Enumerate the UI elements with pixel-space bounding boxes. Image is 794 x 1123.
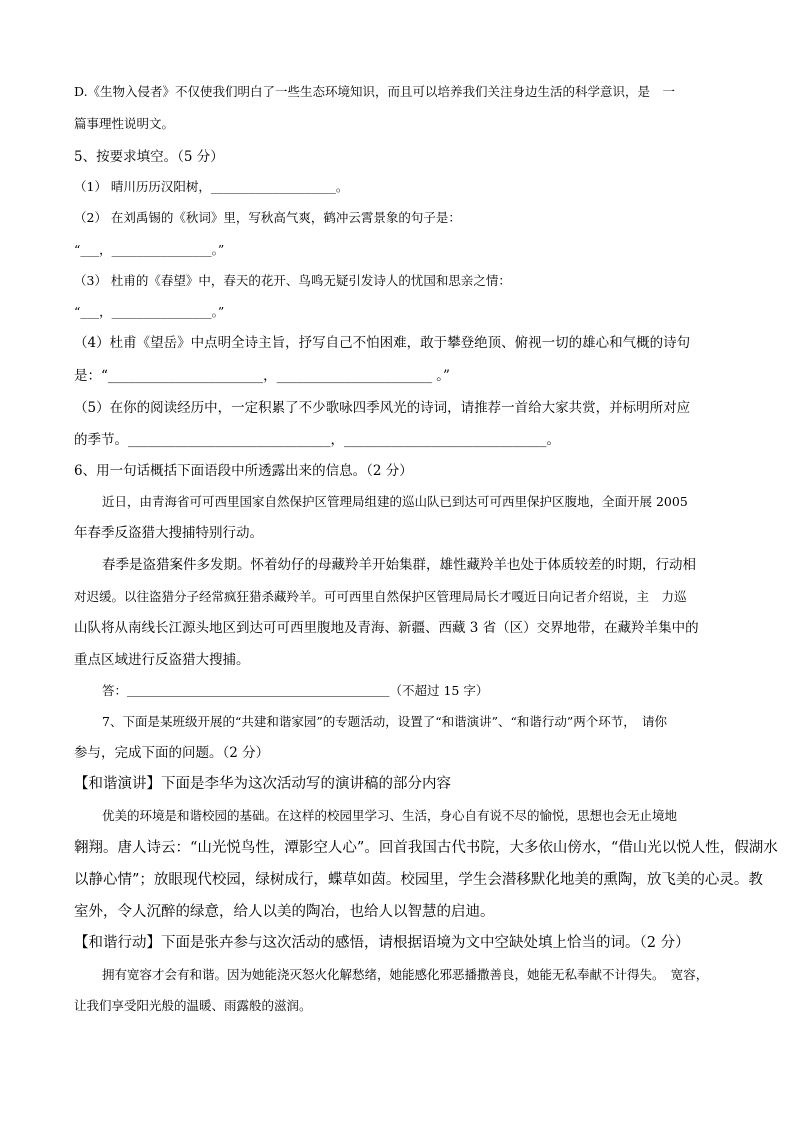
question-5-item-4: （4）杜甫《望岳》中点明全诗主旨，抒写自己不怕困难，敢于攀登绝顶、俯视一切的雄心和气概的诗句 [74, 335, 691, 351]
action-paragraph-line-2: 让我们享受阳光般的温暖、雨露般的滋润。 [74, 998, 312, 1013]
question-5-item-4-blank: 是：“_______________________，_______________________ 。” [74, 368, 450, 384]
question-5-item-5: （5）在你的阅读经历中，一定积累了不少歌咏四季风光的诗词，请推荐一首给大家共赏，并标明所对应 [74, 400, 691, 416]
speech-paragraph-line-3: 以静心情”；放眼现代校园，绿树成行，蝶草如茵。校园里，学生会潜移默化地美的熏陶，放飞美的心灵。教 [74, 872, 763, 888]
speech-paragraph-line-4: 室外，令人沉醉的绿意，给人以美的陶冶，也给人以智慧的启迪。 [74, 904, 495, 920]
option-d-line-2: 篇事理性说明文。 [74, 116, 175, 131]
speech-paragraph-line-1: 优美的环境是和谐校园的基础。在这样的校园里学习、生活，身心自有说不尽的愉悦，思想也会无止境地 [102, 808, 678, 823]
question-6-answer-line: 答：＿＿＿＿＿＿＿＿＿＿＿＿＿＿＿＿＿＿＿＿＿（不超过 15 字） [102, 683, 489, 698]
option-d-line-1: D.《生物入侵者》不仅使我们明白了一些生态环境知识，而且可以培养我们关注身边生活的科学意识，是 一 [74, 84, 676, 99]
question-5-item-2-blank: “___，________________。” [74, 242, 225, 257]
speech-paragraph-line-2: 翱翔。唐人诗云：“山光悦鸟性，潭影空人心”。回首我国古代书院，大多依山傍水，“借山光以悦人性，假湖水 [74, 840, 778, 856]
question-7-heading-cont: 参与，完成下面的问题。（2 分） [74, 745, 270, 761]
question-5-item-3: （3） 杜甫的《春望》中，春天的花开、鸟鸣无疑引发诗人的忧国和思亲之情： [74, 273, 511, 288]
action-paragraph-line-1: 拥有宽容才会有和谐。因为她能浇灭怒火化解愁绪，她能感化邪恶播撒善良，她能无私奉献不计得失。 宽容， [102, 967, 709, 982]
question-6-passage-line-4: 对迟缓。以往盗猎分子经常疯狂猎杀藏羚羊。可可西里自然保护区管理局局长才嘎近日向记者介绍说，主 力巡 [74, 589, 687, 604]
question-5-item-5-blank: 的季节。______________________________，______________________________。 [74, 432, 560, 448]
question-6-passage-line-6: 重点区域进行反盗猎大搜捕。 [74, 652, 250, 668]
question-6-passage-line-1: 近日，由青海省可可西里国家自然保护区管理局组建的巡山队已到达可可西里保护区腹地，全面开展 2005 [102, 494, 688, 509]
question-5-heading: 5、按要求填空。（5 分） [74, 149, 224, 165]
question-6-heading: 6、用一句话概括下面语段中所透露出来的信息。（2 分） [74, 463, 413, 479]
question-6-passage-line-3: 春季是盗猎案件多发期。怀着幼仔的母藏羚羊开始集群，雄性藏羚羊也处于体质较差的时期，行动相 [102, 557, 696, 573]
harmony-speech-heading: 【和谐演讲】下面是李华为这次活动写的演讲稿的部分内容 [74, 776, 451, 792]
harmony-action-heading: 【和谐行动】下面是张卉参与这次活动的感悟，请根据语境为文中空缺处填上恰当的词。（2 分） [74, 935, 690, 951]
question-5-item-3-blank: “___，________________。” [74, 304, 225, 319]
question-6-passage-line-2: 年春季反盗猎大搜捕特别行动。 [74, 525, 263, 541]
question-5-item-1: （1） 晴川历历汉阳树，____________________。 [74, 179, 349, 194]
question-7-heading: 7、下面是某班级开展的“共建和谐家园”的专题活动，设置了“和谐演讲”、“和谐行动”两个环节， 请你 [102, 714, 668, 729]
question-6-passage-line-5: 山队将从南线长江源头地区到达可可西里腹地及青海、新疆、西藏 3 省（区）交界地带，在藏羚羊集中的 [74, 620, 699, 636]
question-5-item-2: （2） 在刘禹锡的《秋词》里，写秋高气爽，鹤冲云霄景象的句子是： [74, 210, 461, 225]
